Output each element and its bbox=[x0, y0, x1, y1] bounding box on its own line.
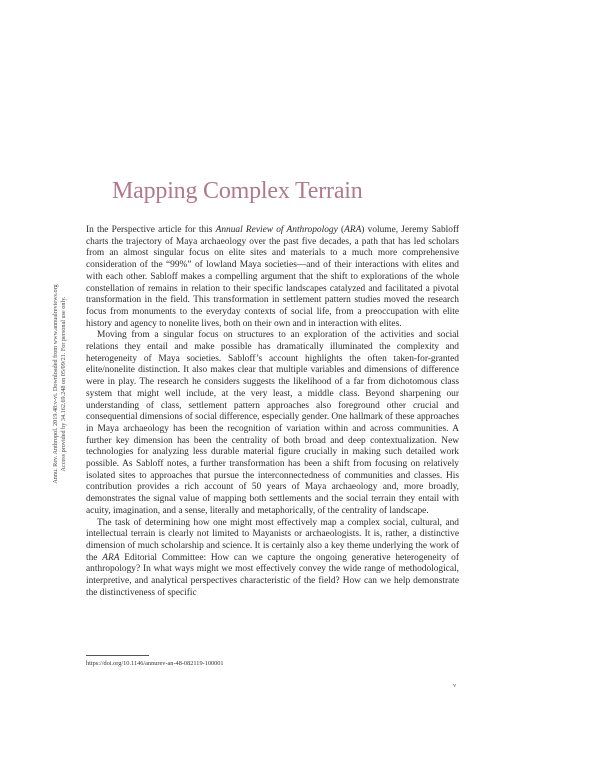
article-body bbox=[86, 225, 459, 600]
journal-name: Annual Review of Anthropology bbox=[215, 225, 338, 235]
download-notice-line-1: Annu. Rev. Anthropol. 2019.48:v-vi. Downloaded from www.annualreviews.org bbox=[52, 284, 59, 484]
paragraph-2: Moving from a singular focus on structures to an exploration of the activities and social relations they entail and make possible has dramatically illuminated the complexity and heterogeneity of Maya societies. Sabloff’s account highlights the often taken-for-granted elite/nonelite distinction. It also makes clear that multiple variables and dimensions of difference were in play. The research he considers suggests the likelihood of a far from dichotomous class system that might well include, at the very least, a middle class. Beyond sharpening our understanding of class, settlement pattern approaches also foreground other crucial and consequential dimensions of social difference, especially gender. One hallmark of these approaches in Maya archaeology has been the recognition of variation within and across communities. A further key dimension has been the centrality of both broad and deep contextualization. New technologies for analyzing less durable material figure crucially in making such detailed work possible. As Sabloff notes, a further transformation has been a shift from focusing on relatively isolated sites to approaches that pursue the interconnectedness of communities and classes. His contribution provides a rich account of 50 years of Maya archaeology and, more broadly, demonstrates the signal value of mapping both settlements and the social terrain they entail with acuity, imagination, and a sense, literally and metaphorically, of the centrality of landscape. bbox=[86, 330, 459, 516]
download-notice bbox=[52, 254, 68, 514]
paragraph-3 bbox=[86, 518, 459, 600]
doi-link[interactable]: https://doi.org/10.1146/annurev-an-48-082119-100001 bbox=[86, 660, 224, 667]
paragraph-1-text-b: ( bbox=[337, 225, 345, 235]
paragraph-3-text-b: Editorial Committee: How can we capture the ongoing generative heterogeneity of anthropology? In what ways might we most effectively convey the wide range of methodological, interpretive, and analytical perspectives characteristic of the field? How can we help demonstrate the distinctiveness of specific bbox=[86, 552, 459, 598]
paragraph-1-text-a: In the Perspective article for this bbox=[86, 225, 216, 235]
paragraph-1-text-c: ) volume, Jeremy Sabloff charts the trajectory of Maya archaeology over the past five decades, a path that has led scholars from an almost singular focus on elite sites and materials to a much more comprehensive consideration of the “99%” of lowland Maya societies—and of their interactions with elites and with each other. Sabloff makes a compelling argument that the shift to explorations of the whole constellation of remains in relation to their specific landscapes catalyzed and facilitated a pivotal transformation in the field. This transformation in settlement pattern studies moved the research focus from monuments to the everyday contexts of social life, from a preoccupation with elite history and agency to nonelite lives, both on their own and in interaction with elites. bbox=[86, 225, 460, 329]
paragraph-1 bbox=[86, 225, 459, 330]
page-number: v bbox=[453, 682, 457, 689]
paragraph-3-text-a: The task of determining how one might most effectively map a complex social, cultural, and intellectual terrain is clearly not limited to Mayanists or archaeologists. It is, rather, a distinctive dimension of much scholarship and science. It is certainly also a key theme underlying the work of the bbox=[86, 517, 459, 563]
journal-abbreviation: ARA bbox=[102, 552, 120, 563]
download-notice-line-2: Access provided by 34.162.69.248 on 05/09/21. For personal use only. bbox=[60, 296, 67, 472]
journal-abbreviation: ARA bbox=[344, 225, 362, 235]
article-title: Mapping Complex Terrain bbox=[112, 178, 363, 204]
footnote-rule bbox=[86, 655, 149, 656]
